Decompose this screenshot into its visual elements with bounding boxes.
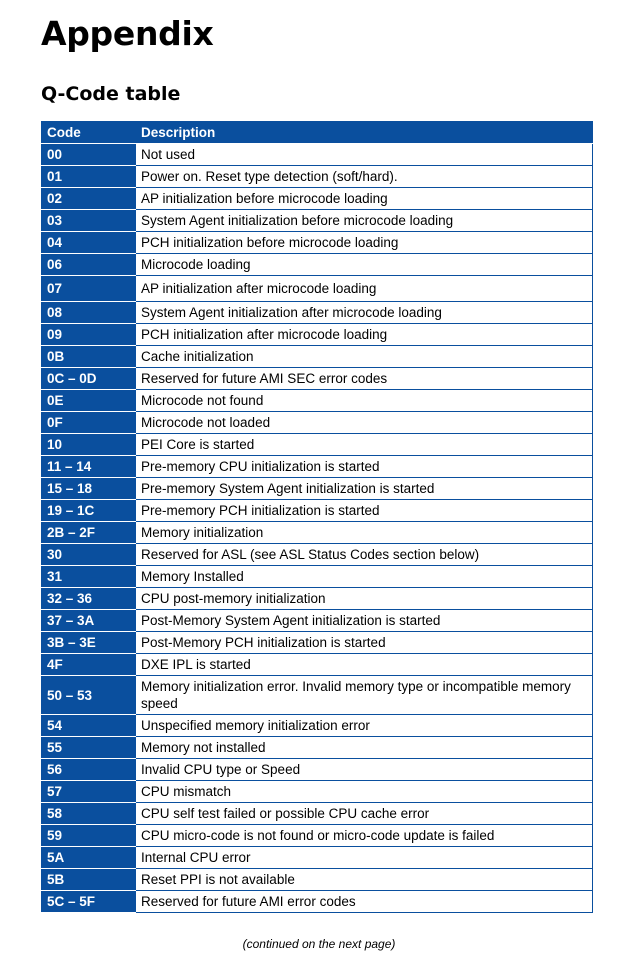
description-cell: Invalid CPU type or Speed [136, 759, 593, 781]
qcode-cell: 37 – 3A [42, 610, 136, 632]
description-cell: Microcode loading [136, 254, 593, 276]
table-row [42, 232, 593, 254]
qcode-cell: 50 – 53 [42, 676, 136, 715]
qcode-cell: 08 [42, 302, 136, 324]
description-cell: Post-Memory System Agent initialization is started [136, 610, 593, 632]
qcode-cell: 0F [42, 412, 136, 434]
description-cell: Memory initialization [136, 522, 593, 544]
table-row [42, 500, 593, 522]
qcode-cell: 58 [42, 803, 136, 825]
table-row [42, 632, 593, 654]
qcode-cell: 07 [42, 276, 136, 302]
table-header-row [42, 122, 593, 144]
qcode-cell: 57 [42, 781, 136, 803]
description-cell: CPU self test failed or possible CPU cache error [136, 803, 593, 825]
description-cell: Reserved for future AMI error codes [136, 891, 593, 913]
table-row [42, 715, 593, 737]
description-cell: Internal CPU error [136, 847, 593, 869]
table-row [42, 654, 593, 676]
qcode-cell: 59 [42, 825, 136, 847]
table-row [42, 847, 593, 869]
table-row [42, 390, 593, 412]
qcode-cell: 5C – 5F [42, 891, 136, 913]
qcode-cell: 09 [42, 324, 136, 346]
description-cell: CPU post-memory initialization [136, 588, 593, 610]
description-cell: Reset PPI is not available [136, 869, 593, 891]
description-cell: CPU mismatch [136, 781, 593, 803]
column-header-code: Code [42, 122, 136, 144]
table-row [42, 759, 593, 781]
description-cell: AP initialization after microcode loading [136, 276, 593, 302]
table-row [42, 144, 593, 166]
page-title: Appendix [41, 14, 214, 53]
qcode-cell: 0C – 0D [42, 368, 136, 390]
description-cell: Pre-memory PCH initialization is started [136, 500, 593, 522]
qcode-cell: 2B – 2F [42, 522, 136, 544]
section-title: Q-Code table [41, 83, 181, 105]
qcode-cell: 04 [42, 232, 136, 254]
table-row [42, 368, 593, 390]
qcode-cell: 4F [42, 654, 136, 676]
description-cell: PCH initialization after microcode loading [136, 324, 593, 346]
qcode-cell: 32 – 36 [42, 588, 136, 610]
description-cell: Power on. Reset type detection (soft/hard). [136, 166, 593, 188]
table-row [42, 434, 593, 456]
description-cell: Reserved for future AMI SEC error codes [136, 368, 593, 390]
description-cell: Not used [136, 144, 593, 166]
description-cell: Cache initialization [136, 346, 593, 368]
description-cell: PCH initialization before microcode loading [136, 232, 593, 254]
description-cell: Reserved for ASL (see ASL Status Codes section below) [136, 544, 593, 566]
description-cell: System Agent initialization after microcode loading [136, 302, 593, 324]
qcode-cell: 00 [42, 144, 136, 166]
table-row [42, 412, 593, 434]
table-row [42, 869, 593, 891]
qcode-cell: 0B [42, 346, 136, 368]
qcode-table [41, 121, 593, 913]
description-cell: System Agent initialization before microcode loading [136, 210, 593, 232]
description-cell: Unspecified memory initialization error [136, 715, 593, 737]
table-row [42, 588, 593, 610]
table-row [42, 737, 593, 759]
qcode-cell: 55 [42, 737, 136, 759]
continued-note: (continued on the next page) [242, 937, 396, 951]
qcode-cell: 5B [42, 869, 136, 891]
qcode-cell: 3B – 3E [42, 632, 136, 654]
qcode-cell: 56 [42, 759, 136, 781]
column-header-description: Description [136, 122, 593, 144]
table-row [42, 803, 593, 825]
description-cell: CPU micro-code is not found or micro-code update is failed [136, 825, 593, 847]
description-cell: Pre-memory CPU initialization is started [136, 456, 593, 478]
qcode-cell: 30 [42, 544, 136, 566]
table-row [42, 676, 593, 715]
table-row [42, 456, 593, 478]
table-row [42, 254, 593, 276]
description-cell: AP initialization before microcode loading [136, 188, 593, 210]
description-cell: Post-Memory PCH initialization is started [136, 632, 593, 654]
qcode-cell: 02 [42, 188, 136, 210]
table-row [42, 544, 593, 566]
table-row [42, 210, 593, 232]
table-body [42, 144, 593, 913]
table-row [42, 188, 593, 210]
description-cell: PEI Core is started [136, 434, 593, 456]
table-row [42, 346, 593, 368]
qcode-cell: 06 [42, 254, 136, 276]
table-row [42, 825, 593, 847]
qcode-cell: 03 [42, 210, 136, 232]
description-cell: Memory not installed [136, 737, 593, 759]
table-row [42, 276, 593, 302]
qcode-cell: 19 – 1C [42, 500, 136, 522]
qcode-cell: 5A [42, 847, 136, 869]
table-row [42, 566, 593, 588]
description-cell: DXE IPL is started [136, 654, 593, 676]
description-cell: Pre-memory System Agent initialization is started [136, 478, 593, 500]
table-row [42, 478, 593, 500]
qcode-cell: 54 [42, 715, 136, 737]
table-row [42, 302, 593, 324]
table-row [42, 324, 593, 346]
table-row [42, 610, 593, 632]
qcode-cell: 0E [42, 390, 136, 412]
description-cell: Memory initialization error. Invalid memory type or incompatible memory speed [136, 676, 593, 715]
qcode-cell: 10 [42, 434, 136, 456]
table-row [42, 522, 593, 544]
description-cell: Memory Installed [136, 566, 593, 588]
qcode-cell: 15 – 18 [42, 478, 136, 500]
table-row [42, 781, 593, 803]
qcode-cell: 11 – 14 [42, 456, 136, 478]
table-row [42, 891, 593, 913]
table-row [42, 166, 593, 188]
description-cell: Microcode not found [136, 390, 593, 412]
qcode-cell: 01 [42, 166, 136, 188]
description-cell: Microcode not loaded [136, 412, 593, 434]
qcode-cell: 31 [42, 566, 136, 588]
